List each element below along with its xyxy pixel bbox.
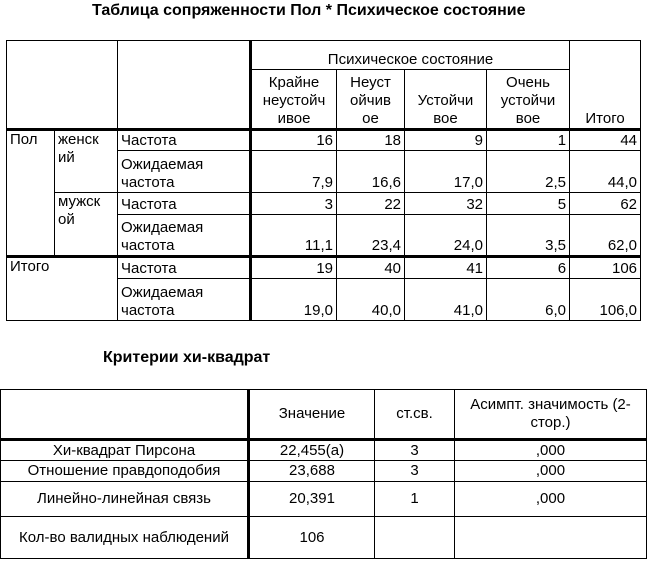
value-cell: 24,0 bbox=[405, 215, 487, 257]
group-header: Психическое состояние bbox=[251, 41, 570, 70]
value-cell: 23,4 bbox=[337, 215, 405, 257]
chisq-row-label: Кол-во валидных наблюдений bbox=[1, 517, 249, 559]
col-header-total: Итого bbox=[570, 70, 641, 130]
chisq-col-header: Значение bbox=[249, 390, 375, 440]
value-cell: 62 bbox=[570, 193, 641, 215]
stat-label: Ожидаемая частота bbox=[118, 279, 251, 321]
chisq-df: 1 bbox=[375, 482, 455, 517]
value-cell: 3,5 bbox=[487, 215, 570, 257]
value-cell: 62,0 bbox=[570, 215, 641, 257]
crosstab-title: Таблица сопряженности Пол * Психическое состояние bbox=[92, 2, 526, 19]
col-header: Неуст ойчив ое bbox=[337, 70, 405, 130]
chisq-value: 20,391 bbox=[249, 482, 375, 517]
chisq-row-label: Отношение правдоподобия bbox=[1, 461, 249, 482]
value-cell: 19 bbox=[251, 257, 337, 279]
value-cell: 17,0 bbox=[405, 151, 487, 193]
value-cell: 16 bbox=[251, 130, 337, 151]
value-cell: 106,0 bbox=[570, 279, 641, 321]
col-header: Крайне неустойч ивое bbox=[251, 70, 337, 130]
value-cell: 7,9 bbox=[251, 151, 337, 193]
value-cell: 41 bbox=[405, 257, 487, 279]
value-cell: 44,0 bbox=[570, 151, 641, 193]
value-cell: 1 bbox=[487, 130, 570, 151]
chisq-sig: ,000 bbox=[455, 461, 647, 482]
header-stat-corner-cell bbox=[118, 41, 251, 130]
chisq-sig bbox=[455, 517, 647, 559]
stat-label: Частота bbox=[118, 130, 251, 151]
chisq-row-label: Линейно-линейная связь bbox=[1, 482, 249, 517]
group-label: мужск ой bbox=[55, 193, 118, 257]
row-var-label: Пол bbox=[7, 130, 55, 257]
value-cell: 32 bbox=[405, 193, 487, 215]
value-cell: 11,1 bbox=[251, 215, 337, 257]
value-cell: 5 bbox=[487, 193, 570, 215]
group-label: женск ий bbox=[55, 130, 118, 193]
stat-label: Ожидаемая частота bbox=[118, 151, 251, 193]
chisq-header-corner bbox=[1, 390, 249, 440]
chisq-sig: ,000 bbox=[455, 482, 647, 517]
chisq-df: 3 bbox=[375, 461, 455, 482]
stat-label: Частота bbox=[118, 193, 251, 215]
value-cell: 18 bbox=[337, 130, 405, 151]
value-cell: 44 bbox=[570, 130, 641, 151]
value-cell: 106 bbox=[570, 257, 641, 279]
value-cell: 6 bbox=[487, 257, 570, 279]
value-cell: 2,5 bbox=[487, 151, 570, 193]
chisq-col-header: ст.св. bbox=[375, 390, 455, 440]
chisq-title: Критерии хи-квадрат bbox=[103, 349, 271, 366]
chisq-sig: ,000 bbox=[455, 440, 647, 461]
chisq-value: 23,688 bbox=[249, 461, 375, 482]
stat-label: Ожидаемая частота bbox=[118, 215, 251, 257]
stat-label: Частота bbox=[118, 257, 251, 279]
value-cell: 40 bbox=[337, 257, 405, 279]
chisq-col-header: Асимпт. значимость (2-стор.) bbox=[455, 390, 647, 440]
col-header: Очень устойчи вое bbox=[487, 70, 570, 130]
value-cell: 41,0 bbox=[405, 279, 487, 321]
chisq-value: 22,455(a) bbox=[249, 440, 375, 461]
col-header: Устойчи вое bbox=[405, 70, 487, 130]
value-cell: 9 bbox=[405, 130, 487, 151]
value-cell: 19,0 bbox=[251, 279, 337, 321]
header-corner-cell bbox=[7, 41, 118, 130]
header-blank bbox=[570, 41, 641, 70]
chisq-table bbox=[0, 389, 647, 559]
value-cell: 22 bbox=[337, 193, 405, 215]
value-cell: 3 bbox=[251, 193, 337, 215]
chisq-value: 106 bbox=[249, 517, 375, 559]
total-row-label: Итого bbox=[7, 257, 118, 321]
crosstab-table bbox=[6, 40, 641, 321]
value-cell: 6,0 bbox=[487, 279, 570, 321]
chisq-row-label: Хи-квадрат Пирсона bbox=[1, 440, 249, 461]
chisq-df bbox=[375, 517, 455, 559]
value-cell: 16,6 bbox=[337, 151, 405, 193]
chisq-df: 3 bbox=[375, 440, 455, 461]
value-cell: 40,0 bbox=[337, 279, 405, 321]
